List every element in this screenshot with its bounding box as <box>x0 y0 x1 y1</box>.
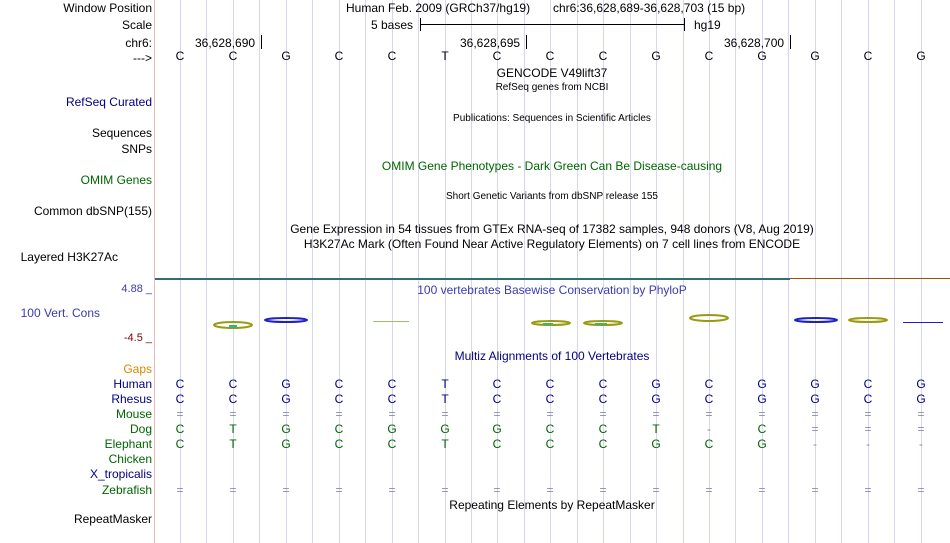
base: = <box>864 422 872 436</box>
base: = <box>864 483 872 497</box>
coord-1-tick <box>261 35 262 49</box>
base: = <box>229 483 237 497</box>
grid-line <box>868 0 869 543</box>
base: G <box>757 49 767 63</box>
base: = <box>441 483 449 497</box>
phylop-mark <box>229 325 237 328</box>
species-label: X_tropicalis <box>89 467 152 481</box>
coord-3: 36,628,700 <box>724 36 785 50</box>
base: = <box>176 407 184 421</box>
base: G <box>492 422 502 436</box>
base: C <box>334 49 344 63</box>
grid-line <box>815 0 816 543</box>
base: C <box>545 49 555 63</box>
scale-label: Scale <box>121 18 152 32</box>
species-label: Mouse <box>115 407 152 421</box>
base: = <box>546 407 554 421</box>
base: C <box>545 377 555 391</box>
base: C <box>598 422 608 436</box>
base: C <box>863 377 873 391</box>
species-label: Elephant <box>104 437 152 451</box>
coord-1: 36,628,690 <box>195 36 256 50</box>
multiz-desc[interactable]: Multiz Alignments of 100 Vertebrates <box>454 349 650 363</box>
base: C <box>228 377 238 391</box>
base: - <box>866 437 870 451</box>
base: = <box>864 407 872 421</box>
grid-line <box>286 0 287 543</box>
sequences-track-label[interactable]: Sequences <box>91 126 152 140</box>
base: T <box>441 437 449 451</box>
grid-line <box>339 0 340 543</box>
base: = <box>758 407 766 421</box>
base: G <box>810 377 820 391</box>
species-label: Rhesus <box>111 392 152 406</box>
publications-desc[interactable]: Publications: Sequences in Scientific Articles <box>453 113 651 124</box>
scale-bar <box>420 24 684 25</box>
base: C <box>334 437 344 451</box>
base: C <box>545 392 555 406</box>
h3k27ac-signal-line <box>155 278 790 280</box>
grid-line <box>735 0 736 543</box>
base: C <box>863 49 873 63</box>
grid-line <box>418 0 419 543</box>
base: = <box>811 422 819 436</box>
base: C <box>175 437 185 451</box>
grid-line <box>180 0 181 543</box>
base: G <box>387 422 397 436</box>
base: C <box>598 49 608 63</box>
species-label: Zebrafish <box>101 483 152 497</box>
base: = <box>388 407 396 421</box>
base: = <box>811 483 819 497</box>
cons-max-label: 4.88 _ <box>121 283 152 295</box>
base: T <box>652 422 660 436</box>
base: C <box>228 392 238 406</box>
scale-db-text: hg19 <box>694 18 721 32</box>
base: G <box>916 377 926 391</box>
species-label: Dog <box>129 422 152 436</box>
grid-line <box>471 0 472 543</box>
phylop-plot <box>155 310 950 335</box>
phylop-mark <box>265 318 307 322</box>
position-text: chr6:36,628,689-36,628,703 (15 bp) <box>553 1 746 15</box>
window-position-label: Window Position <box>63 1 152 15</box>
grid-line <box>392 0 393 543</box>
base: = <box>176 483 184 497</box>
base: - <box>919 437 923 451</box>
grid-line <box>365 0 366 543</box>
grid-line <box>709 0 710 543</box>
refseq-track-label[interactable]: RefSeq Curated <box>65 95 152 109</box>
base: C <box>334 392 344 406</box>
strand-label[interactable]: ---> <box>133 51 152 65</box>
grid-line <box>445 0 446 543</box>
base: C <box>387 49 397 63</box>
base: C <box>492 392 502 406</box>
base: C <box>492 437 502 451</box>
base: G <box>916 49 926 63</box>
base: T <box>229 422 237 436</box>
base: C <box>334 377 344 391</box>
repeatmasker-track-label[interactable]: RepeatMasker <box>73 512 152 526</box>
base: G <box>440 422 450 436</box>
base: C <box>175 422 185 436</box>
scale-bar-right-tick <box>684 18 685 31</box>
grid-line <box>762 0 763 543</box>
base: T <box>441 392 449 406</box>
base: = <box>599 407 607 421</box>
base: G <box>651 437 661 451</box>
base: C <box>175 377 185 391</box>
base: G <box>651 49 661 63</box>
species-label: Chicken <box>108 452 152 466</box>
base: C <box>704 49 714 63</box>
gencode-title[interactable]: GENCODE V49lift37 <box>496 66 608 80</box>
base: = <box>917 483 925 497</box>
base: = <box>705 483 713 497</box>
phylop-mark <box>595 323 607 325</box>
h3k27ac-track-label[interactable]: Layered H3K27Ac <box>20 250 118 264</box>
coord-3-tick <box>790 35 791 49</box>
base: C <box>175 392 185 406</box>
grid-line <box>656 0 657 543</box>
base: G <box>281 377 291 391</box>
scale-bases-text: 5 bases <box>371 18 414 32</box>
base: = <box>282 483 290 497</box>
grid-line <box>841 0 842 543</box>
base: = <box>493 407 501 421</box>
base: C <box>387 377 397 391</box>
h3k27ac-signal-line-right <box>790 278 950 279</box>
track-image-panel[interactable] <box>155 0 950 543</box>
refseq-desc[interactable]: RefSeq genes from NCBI <box>495 82 609 93</box>
base: G <box>651 392 661 406</box>
grid-line <box>788 0 789 543</box>
snps-track-label[interactable]: SNPs <box>121 142 152 156</box>
base: G <box>281 392 291 406</box>
base: C <box>545 437 555 451</box>
base: = <box>811 407 819 421</box>
omim-desc[interactable]: OMIM Gene Phenotypes - Dark Green Can Be Disease-causing <box>381 159 723 173</box>
base: G <box>281 437 291 451</box>
base: = <box>599 483 607 497</box>
base: C <box>757 422 767 436</box>
coord-2-tick <box>526 35 527 49</box>
base: C <box>704 392 714 406</box>
base: C <box>598 392 608 406</box>
species-label: Human <box>113 377 152 391</box>
base: - <box>813 437 817 451</box>
repeatmasker-desc[interactable]: Repeating Elements by RepeatMasker <box>449 498 655 512</box>
base: C <box>492 49 502 63</box>
base: = <box>282 407 290 421</box>
base: C <box>228 49 238 63</box>
base: = <box>917 422 925 436</box>
base: = <box>441 407 449 421</box>
grid-line <box>259 0 260 543</box>
base: = <box>917 407 925 421</box>
base: G <box>281 422 291 436</box>
grid-line <box>206 0 207 543</box>
dbsnp-track-label[interactable]: Common dbSNP(155) <box>33 204 152 218</box>
grid-line <box>921 0 922 543</box>
base: = <box>335 407 343 421</box>
coord-2: 36,628,695 <box>460 36 521 50</box>
phylop-mark <box>903 322 943 323</box>
base: G <box>757 392 767 406</box>
base: G <box>281 49 291 63</box>
phylop-mark <box>543 323 553 325</box>
base: T <box>441 377 449 391</box>
base: C <box>175 49 185 63</box>
base: G <box>651 377 661 391</box>
base: = <box>493 483 501 497</box>
base: = <box>652 483 660 497</box>
track-labels-panel <box>0 0 155 543</box>
base: = <box>705 407 713 421</box>
base: C <box>492 377 502 391</box>
base: G <box>916 392 926 406</box>
base: C <box>387 392 397 406</box>
grid-line <box>233 0 234 543</box>
base: G <box>757 437 767 451</box>
base: C <box>704 437 714 451</box>
phylop-mark <box>849 318 887 322</box>
base: C <box>704 377 714 391</box>
base: - <box>707 422 711 436</box>
phylop-desc[interactable]: 100 vertebrates Basewise Conservation by PhyloP <box>417 283 687 297</box>
cons-track-label[interactable]: 100 Vert. Cons <box>20 306 100 320</box>
base: = <box>335 483 343 497</box>
gtex-desc[interactable]: Gene Expression in 54 tissues from GTEx RNA-seq of 17382 samples, 948 donors (V8, Aug 2019) <box>290 222 814 236</box>
chrom-label: chr6: <box>125 36 152 50</box>
base: C <box>863 392 873 406</box>
omim-track-label[interactable]: OMIM Genes <box>80 173 152 187</box>
base: C <box>598 377 608 391</box>
grid-line <box>894 0 895 543</box>
base: T <box>441 49 449 63</box>
h3k27ac-desc[interactable]: H3K27Ac Mark (Often Found Near Active Regulatory Elements) on 7 cell lines from ENCODE <box>303 237 801 251</box>
base: T <box>229 437 237 451</box>
grid-line <box>683 0 684 543</box>
base: = <box>388 483 396 497</box>
base: C <box>598 437 608 451</box>
base: G <box>757 377 767 391</box>
base: G <box>810 49 820 63</box>
base: = <box>229 407 237 421</box>
grid-line <box>630 0 631 543</box>
base: = <box>758 483 766 497</box>
dbsnp-desc[interactable]: Short Genetic Variants from dbSNP release 155 <box>446 191 658 202</box>
base: C <box>334 422 344 436</box>
phylop-mark <box>795 318 837 322</box>
base: G <box>810 392 820 406</box>
base: = <box>546 483 554 497</box>
gaps-label: Gaps <box>123 362 152 376</box>
base: = <box>652 407 660 421</box>
grid-line <box>312 0 313 543</box>
base: C <box>545 422 555 436</box>
base: C <box>387 437 397 451</box>
phylop-mark <box>373 321 409 322</box>
phylop-mark <box>690 315 728 321</box>
cons-min-label: -4.5 _ <box>123 332 152 344</box>
assembly-text: Human Feb. 2009 (GRCh37/hg19) <box>346 1 531 15</box>
